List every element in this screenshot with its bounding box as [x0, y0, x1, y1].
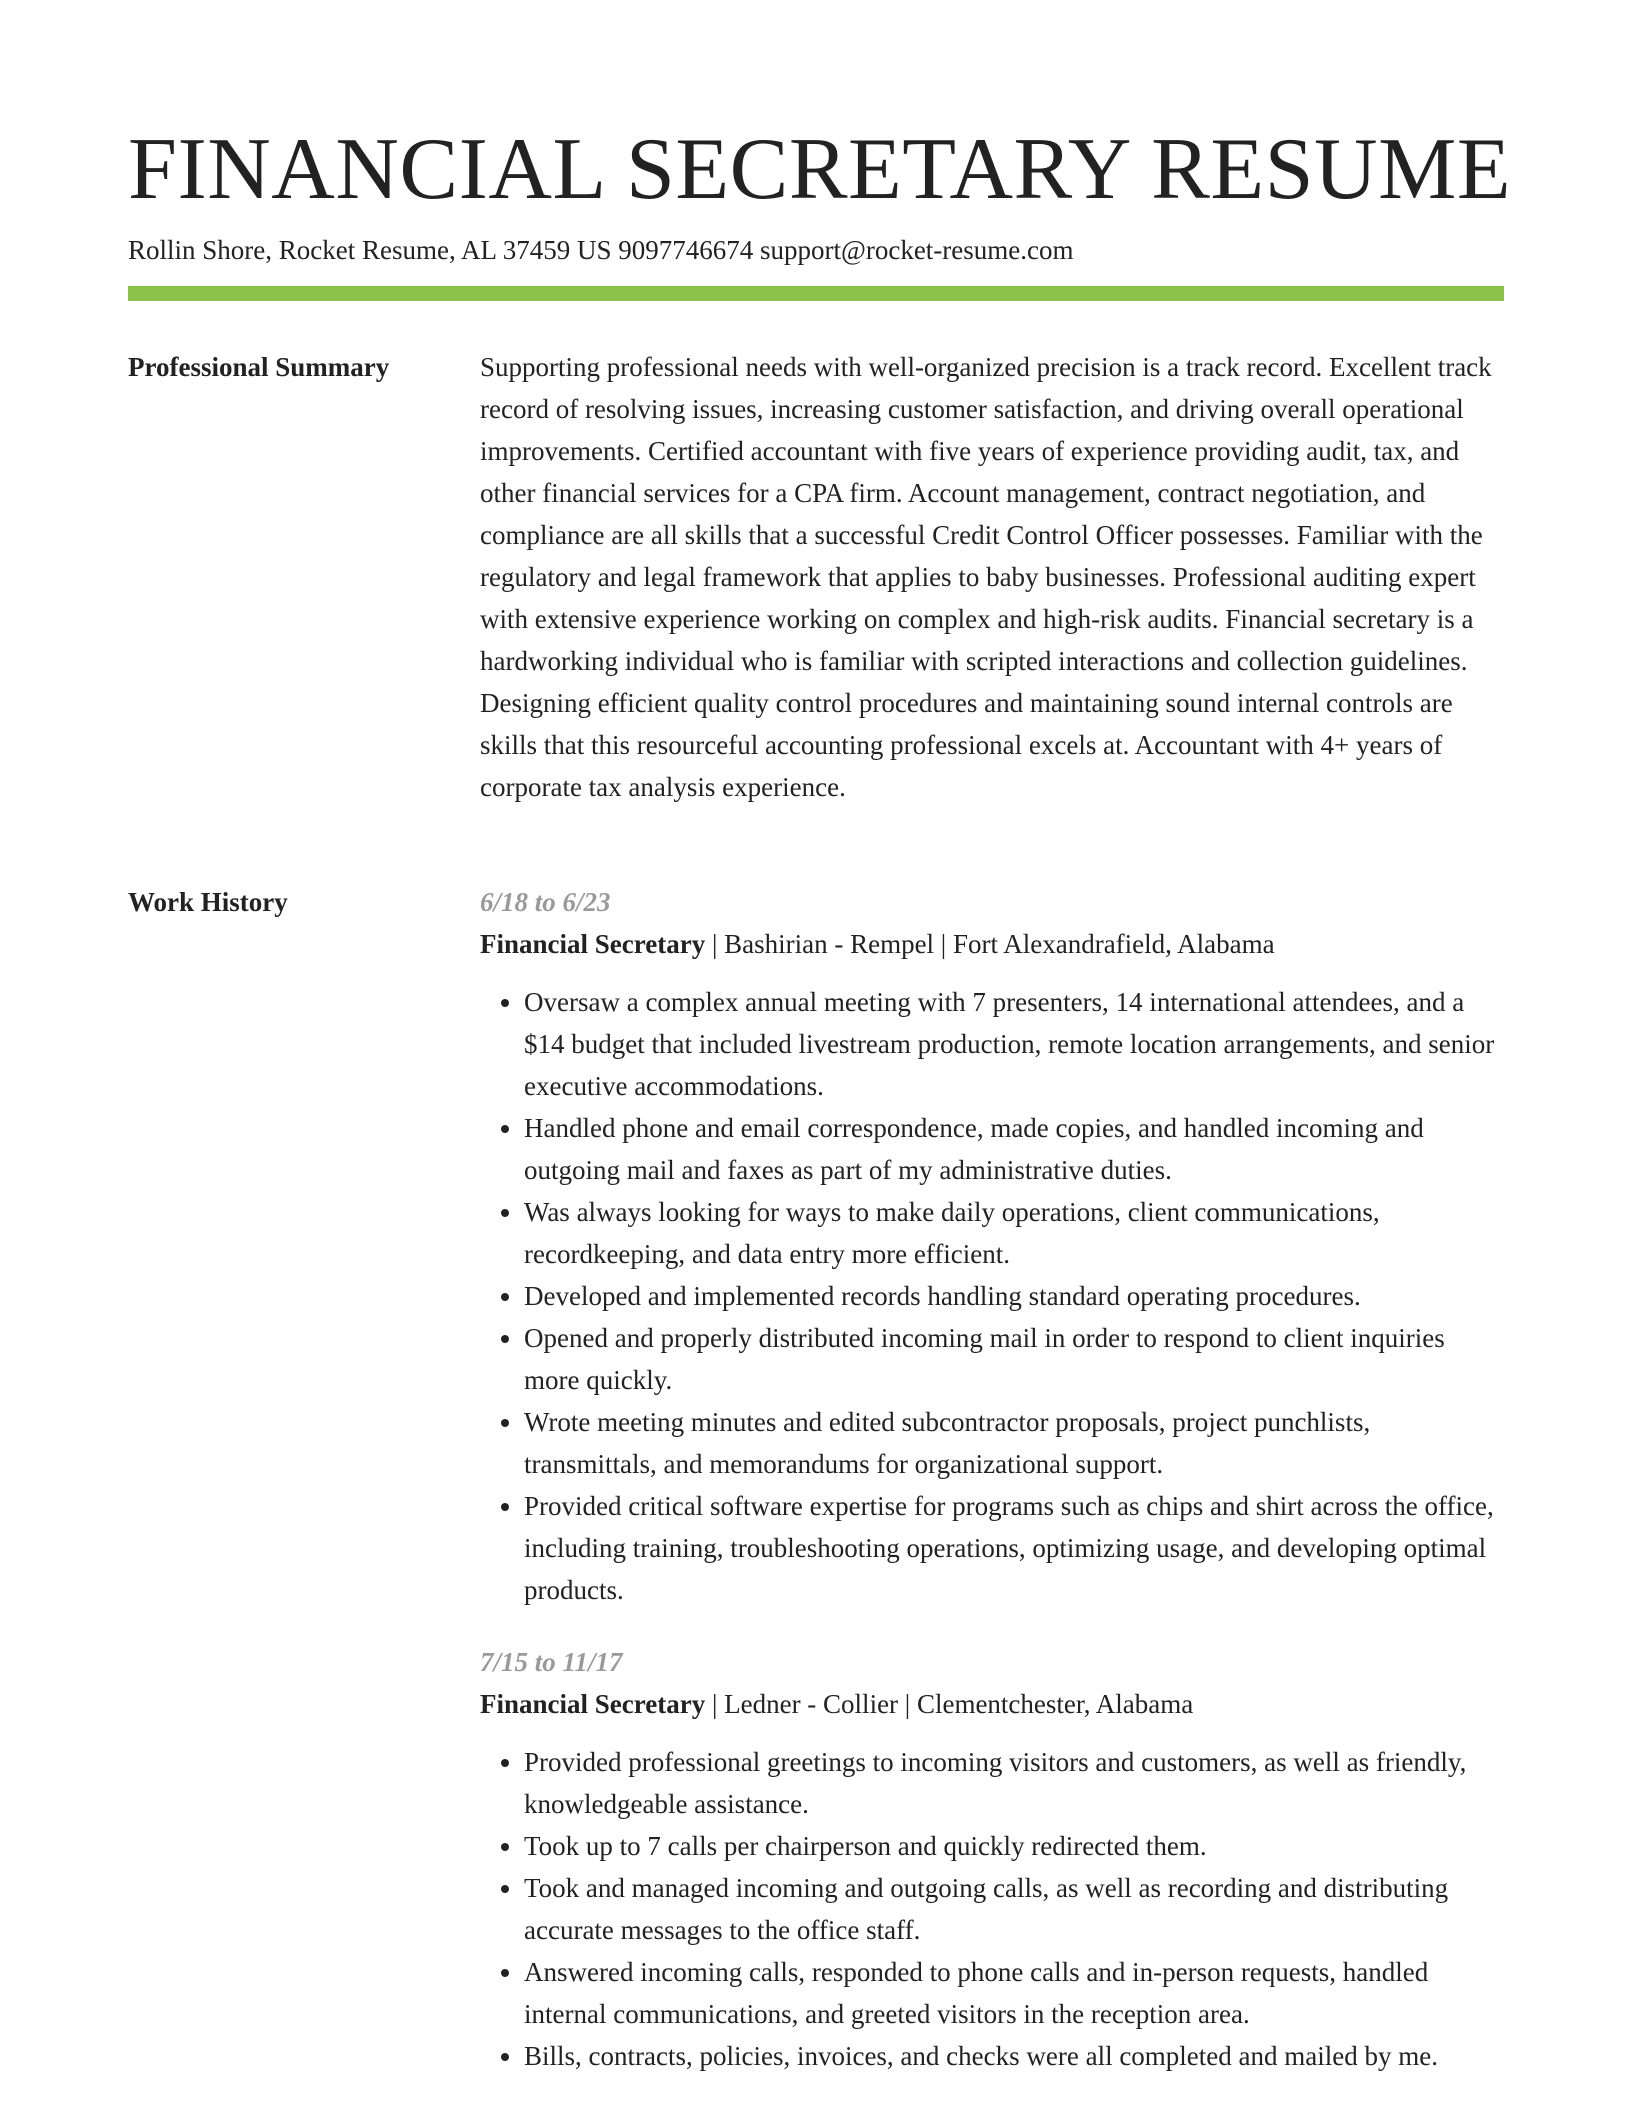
job-bullet: • Wrote meeting minutes and edited subcontractor proposals, project punchlists, transmittals, and memorandums for organizational support. — [524, 1401, 1506, 1485]
job-bullet: • Provided professional greetings to incoming visitors and customers, as well as friendly, knowledgeable assistance. — [524, 1741, 1506, 1825]
job-bullet: • Developed and implemented records handling standard operating procedures. — [524, 1275, 1506, 1317]
job-bullet: • Took and managed incoming and outgoing calls, as well as recording and distributing accurate messages to the office staff. — [524, 1867, 1506, 1951]
summary-body — [480, 346, 1506, 808]
work-history-label: Work History — [128, 887, 288, 917]
job-bullets — [480, 981, 1506, 1611]
summary-text: Supporting professional needs with well-organized precision is a track record. Excellent track record of resolving issues, increasing customer satisfaction, and driving overall operational improvements. Certified accountant with five years of experience providing audit, tax, and other financial services for a CPA firm. Account management, contract negotiation, and compliance are all skills that a successful Credit Control Officer possesses. Familiar with the regulatory and legal framework that applies to baby businesses. Professional auditing expert with extensive experience working on complex and high-risk audits. Financial secretary is a hardworking individual who is familiar with scripted interactions and collection guidelines. Designing efficient quality control procedures and maintaining sound internal controls are skills that this resourceful accounting professional excels at. Accountant with 4+ years of corporate tax analysis experience. — [480, 352, 1492, 802]
job-dates: 6/18 to 6/23 — [480, 887, 611, 917]
job-details: | Ledner - Collier | Clementchester, Alabama — [705, 1689, 1194, 1719]
header-divider — [128, 286, 1504, 301]
job-bullet: • Bills, contracts, policies, invoices, and checks were all completed and mailed by me. — [524, 2035, 1506, 2077]
job-bullet: • Took up to 7 calls per chairperson and quickly redirected them. — [524, 1825, 1506, 1867]
job-entry — [480, 1641, 1506, 2077]
job-bullet: • Answered incoming calls, responded to phone calls and in-person requests, handled internal communications, and greeted visitors in the reception area. — [524, 1951, 1506, 2035]
summary-label: Professional Summary — [128, 352, 390, 382]
job-details: | Bashirian - Rempel | Fort Alexandrafield, Alabama — [705, 929, 1275, 959]
job-bullets — [480, 1741, 1506, 2077]
contact-line: Rollin Shore, Rocket Resume, AL 37459 US 9097746674 support@rocket-resume.com — [128, 235, 1074, 265]
job-heading — [480, 923, 1506, 965]
work-history-body — [480, 881, 1506, 2107]
job-bullet: • Was always looking for ways to make daily operations, client communications, recordkeeping, and data entry more efficient. — [524, 1191, 1506, 1275]
job-bullet: • Provided critical software expertise for programs such as chips and shirt across the office, including training, troubleshooting operations, optimizing usage, and developing optimal products. — [524, 1485, 1506, 1611]
job-heading — [480, 1683, 1506, 1725]
job-dates: 7/15 to 11/17 — [480, 1647, 623, 1677]
job-bullet: • Opened and properly distributed incoming mail in order to respond to client inquiries more quickly. — [524, 1317, 1506, 1401]
job-title: Financial Secretary — [480, 1689, 706, 1719]
job-entry — [480, 881, 1506, 1611]
resume-title: FINANCIAL SECRETARY RESUME — [128, 121, 1512, 218]
job-bullet: • Oversaw a complex annual meeting with 7 presenters, 14 international attendees, and a $14 budget that included livestream production, remote location arrangements, and senior executive accommodations. — [524, 981, 1506, 1107]
job-title: Financial Secretary — [480, 929, 706, 959]
job-bullet: • Handled phone and email correspondence, made copies, and handled incoming and outgoing mail and faxes as part of my administrative duties. — [524, 1107, 1506, 1191]
